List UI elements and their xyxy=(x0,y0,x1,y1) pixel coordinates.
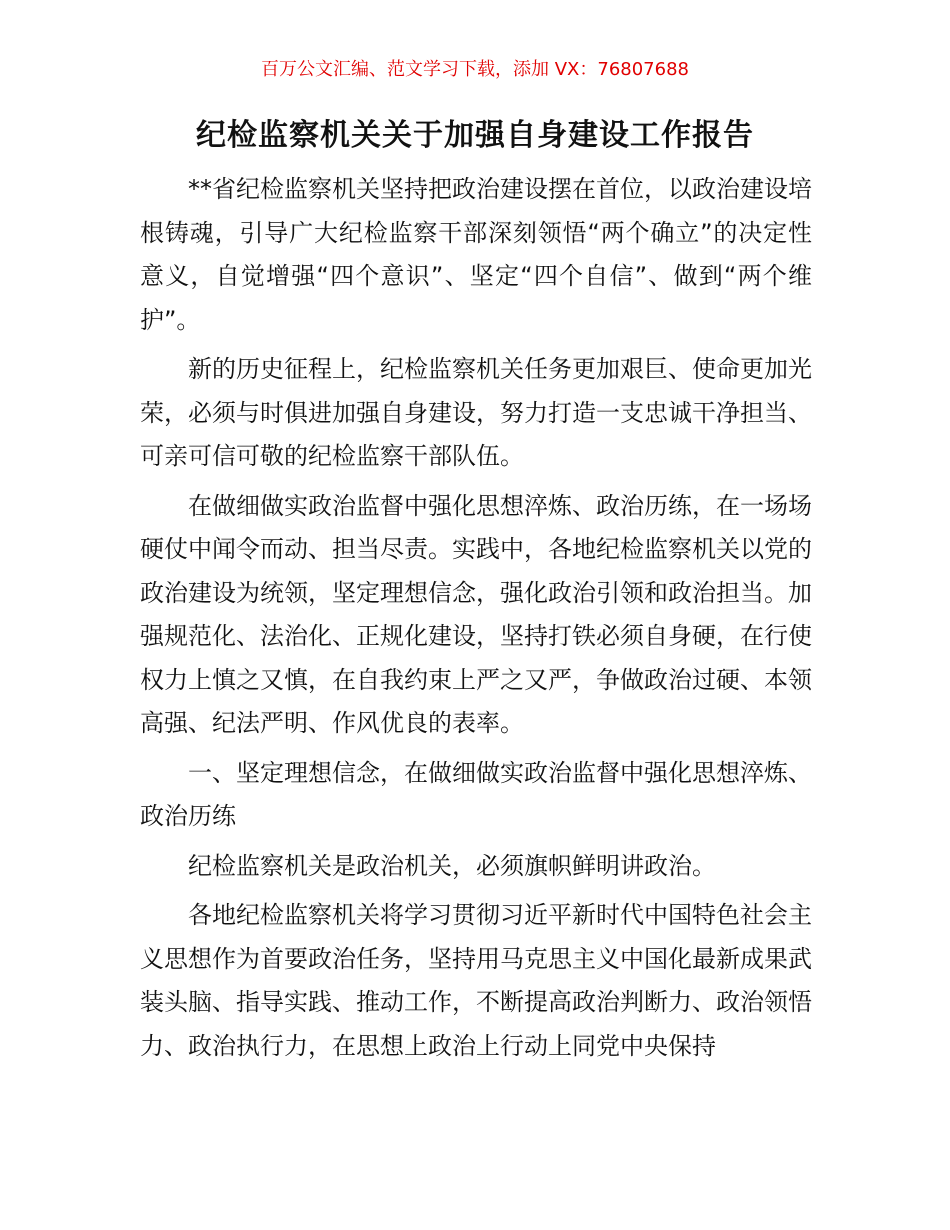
promo-banner: 百万公文汇编、范文学习下载，添加 VX：76807688 xyxy=(261,59,689,80)
paragraph-intro: **省纪检监察机关坚持把政治建设摆在首位，以政治建设培根铸魂，引导广大纪检监察干部深刻领悟“两个确立”的决定性意义，自觉增强“四个意识”、坚定“四个自信”、做到“两个维护”。 xyxy=(140,175,812,334)
section-heading-1: 一、坚定理想信念，在做细做实政治监督中强化思想淬炼、政治历练 xyxy=(140,758,812,830)
paragraph-study: 各地纪检监察机关将学习贯彻习近平新时代中国特色社会主义思想作为首要政治任务，坚持用马克思主义中国化最新成果武装头脑、指导实践、推动工作，不断提高政治判断力、政治领悟力、政治执行力，在思想上政治上行动上同党中央保持 xyxy=(140,901,812,1060)
paragraph-new-journey: 新的历史征程上，纪检监察机关任务更加艰巨、使命更加光荣，必须与时俱进加强自身建设，努力打造一支忠诚干净担当、可亲可信可敬的纪检监察干部队伍。 xyxy=(140,355,812,470)
document-body xyxy=(140,168,812,1074)
paragraph-political-organ: 纪检监察机关是政治机关，必须旗帜鲜明讲政治。 xyxy=(188,851,716,880)
document-title: 纪检监察机关关于加强自身建设工作报告 xyxy=(196,118,754,153)
paragraph-practice: 在做细做实政治监督中强化思想淬炼、政治历练，在一场场硬仗中闻令而动、担当尽责。实践中，各地纪检监察机关以党的政治建设为统领，坚定理想信念，强化政治引领和政治担当。加强规范化、法治化、正规化建设，坚持打铁必须自身硬，在行使权力上慎之又慎，在自我约束上严之又严，争做政治过硬、本领高强、纪法严明、作风优良的表率。 xyxy=(140,491,812,737)
